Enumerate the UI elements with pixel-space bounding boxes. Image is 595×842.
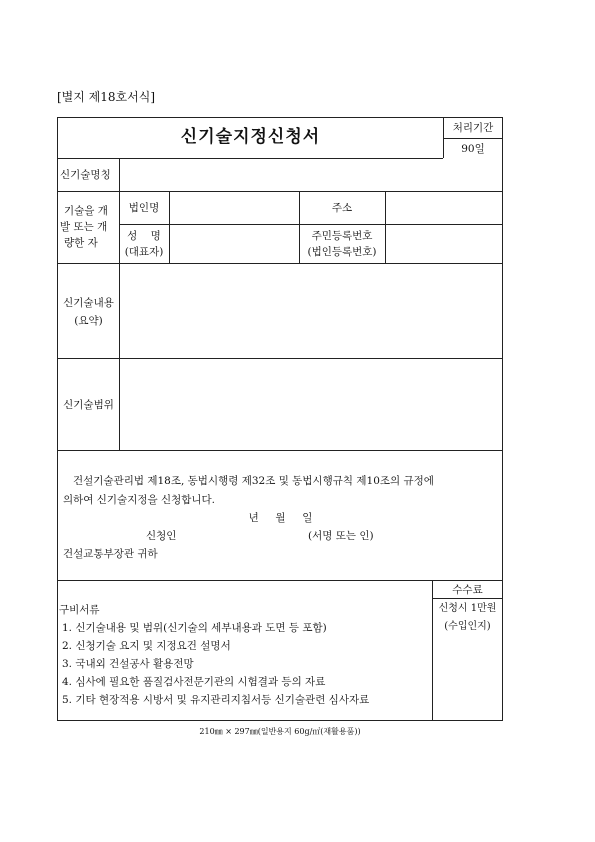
tech-scope-label: 신기술범위	[63, 399, 114, 411]
application-form	[57, 117, 503, 721]
document-item: 4. 심사에 필요한 품질검사전문기관의 시험결과 등의 자료	[62, 676, 326, 688]
tech-name-label: 신기술명칭	[60, 169, 111, 181]
document-item: 5. 기타 현장적용 시방서 및 유지관리지침서등 신기술관련 심사자료	[62, 694, 370, 706]
developer-label-line3: 량한 자	[64, 237, 98, 249]
fee-amount: 신청시 1만원	[438, 603, 497, 614]
representative-sublabel: (대표자)	[124, 246, 164, 258]
developer-label-line2: 발 또는 개	[60, 221, 108, 233]
address-label: 주소	[331, 202, 353, 214]
document-item: 1. 신기술내용 및 범위(신기술의 세부내용과 도면 등 포함)	[62, 622, 327, 634]
tech-scope-field[interactable]	[120, 359, 503, 450]
declaration-text-line2: 의하여 신기술지정을 신청합니다.	[63, 494, 216, 506]
paper-spec-footer: 210㎜ × 297㎜(일반용지 60g/㎡(재활용품))	[199, 727, 361, 736]
required-documents-heading: 구비서류	[59, 604, 100, 616]
tech-content-label: 신기술내용	[63, 297, 114, 309]
divider	[58, 580, 503, 581]
tech-content-sublabel: (요약)	[74, 315, 103, 327]
representative-name-label: 성 명	[127, 230, 161, 242]
divider	[432, 598, 503, 599]
processing-period-label: 처리기간	[452, 122, 494, 134]
applicant-label: 신청인	[146, 530, 177, 542]
processing-period-value: 90일	[461, 143, 485, 155]
form-number-label: [별지 제18호서식]	[57, 90, 155, 104]
address-field[interactable]	[386, 192, 503, 224]
recipient-label: 건설교통부장관 귀하	[63, 548, 158, 560]
fee-label: 수수료	[452, 584, 483, 596]
document-item: 2. 신청기술 요지 및 지정요건 설명서	[62, 640, 231, 652]
signature-label[interactable]: (서명 또는 인)	[308, 530, 374, 542]
developer-label-line1: 기술을 개	[64, 205, 108, 217]
resident-id-label: 주민등록번호	[311, 230, 373, 242]
divider	[58, 450, 503, 451]
divider	[443, 138, 503, 139]
application-date[interactable]: 년 월 일	[248, 512, 313, 524]
corp-name-field[interactable]	[170, 192, 299, 224]
tech-content-field[interactable]	[120, 264, 503, 358]
resident-id-field[interactable]	[386, 225, 503, 263]
corp-id-sublabel: (법인등록번호)	[307, 246, 377, 258]
representative-name-field[interactable]	[170, 225, 299, 263]
form-title: 신기술지정신청서	[180, 127, 321, 147]
tech-name-field[interactable]	[120, 159, 503, 191]
revenue-stamp-label: (수입인지)	[444, 621, 491, 632]
declaration-text-line1: 건설기술관리법 제18조, 동법시행령 제32조 및 동법시행규칙 제10조의 규정에	[73, 475, 434, 487]
corp-name-label: 법인명	[128, 202, 160, 214]
document-item: 3. 국내외 건설공사 활용전망	[62, 658, 194, 670]
